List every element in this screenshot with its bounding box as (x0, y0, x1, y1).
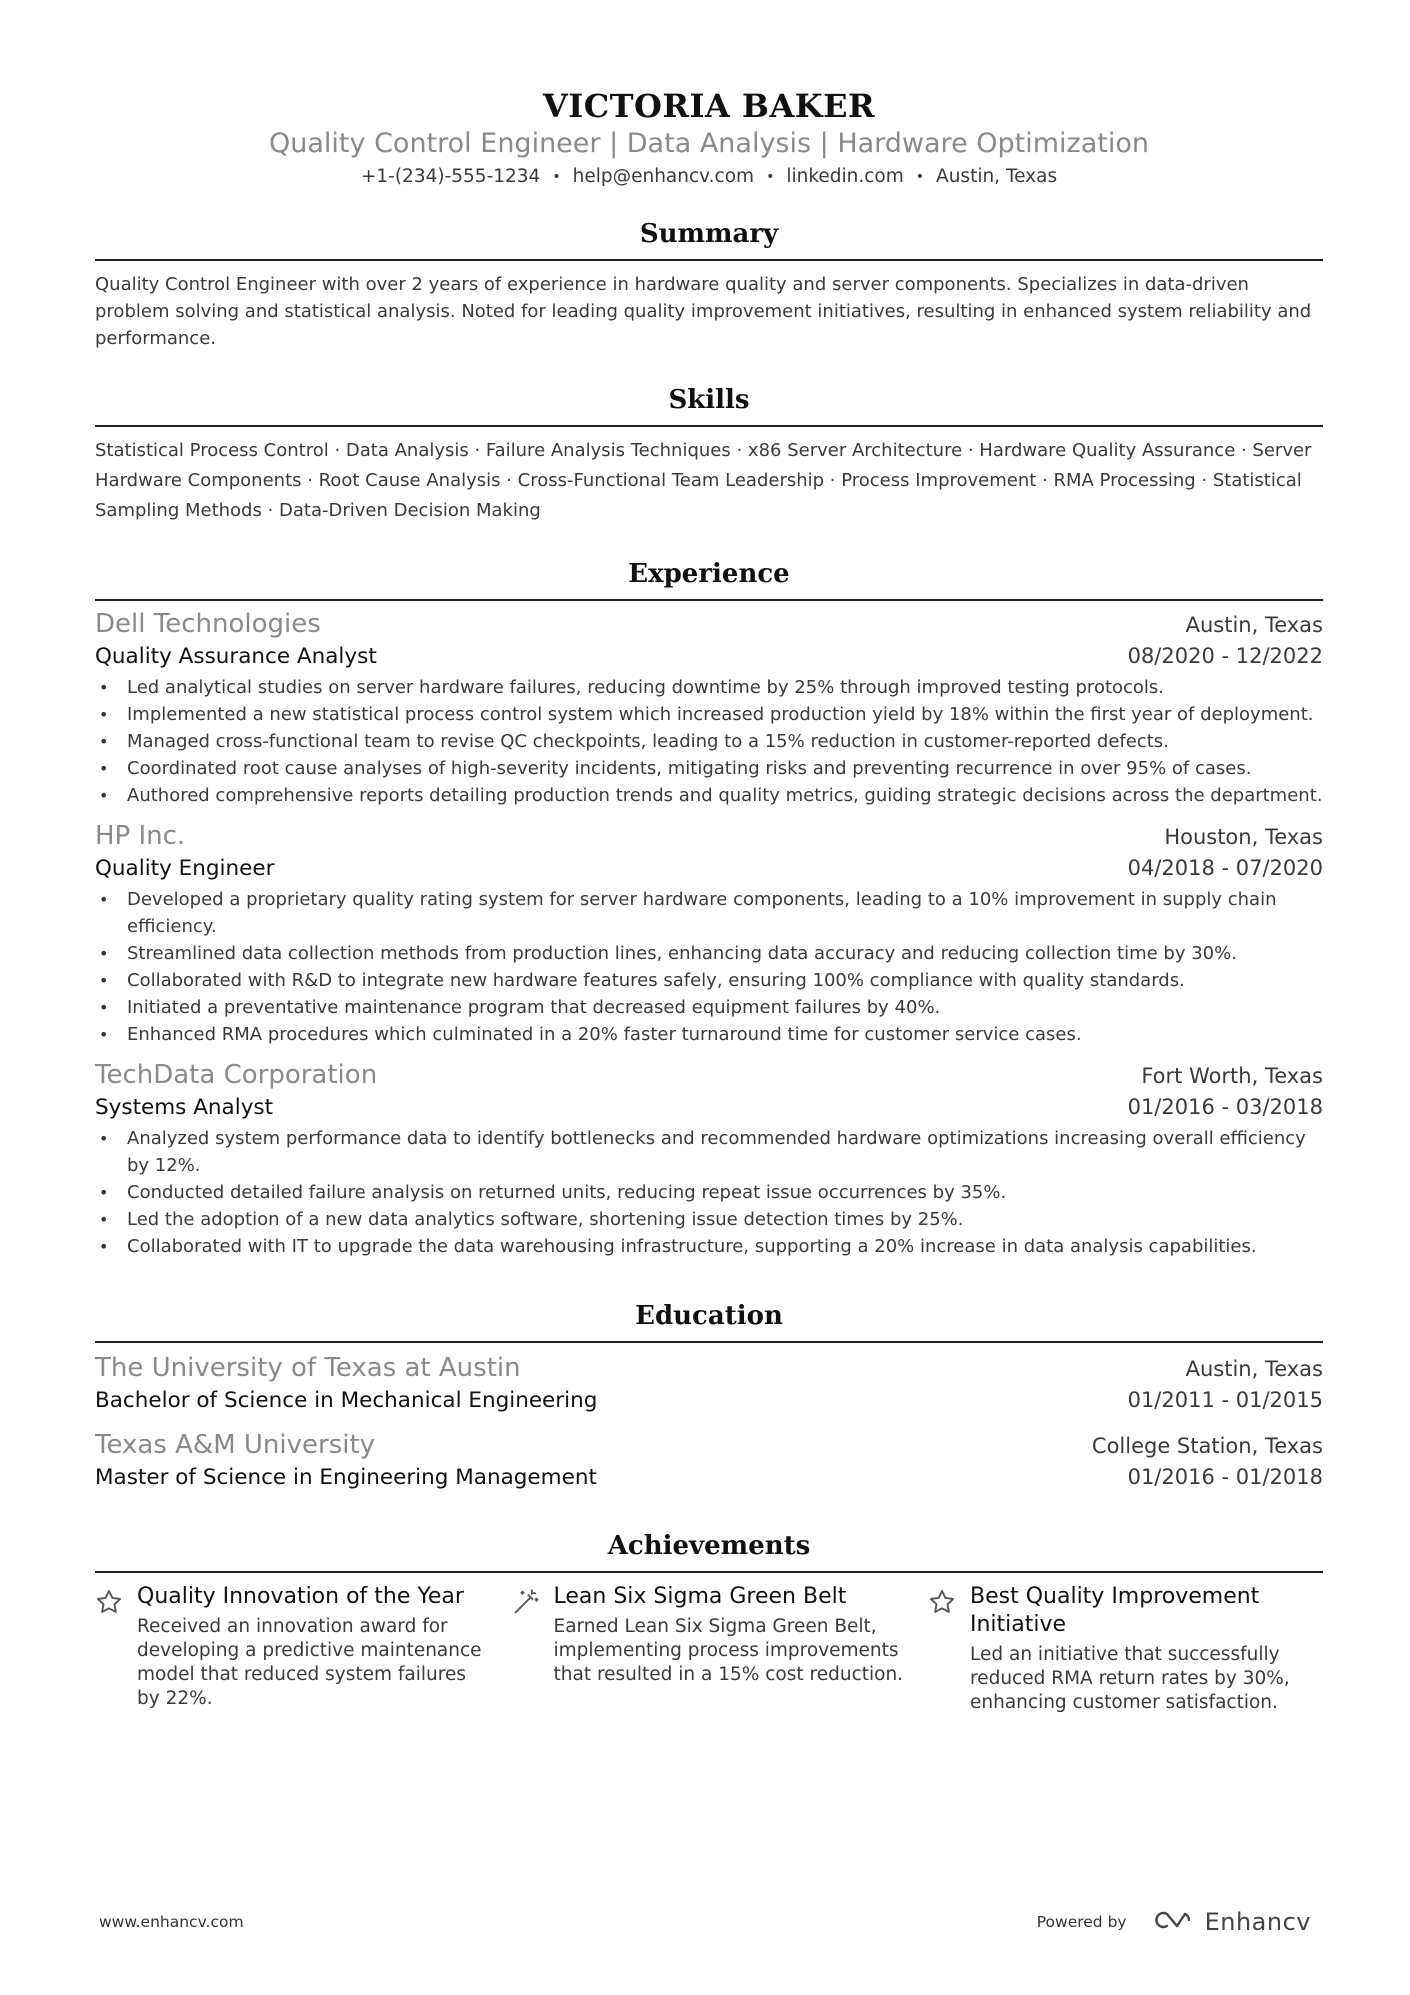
experience-section (95, 557, 1323, 1260)
company-name: TechData Corporation (95, 1060, 378, 1090)
achievement-item (512, 1583, 907, 1715)
star-icon (928, 1583, 970, 1715)
contact-phone: +1-(234)-555-1234 (360, 166, 541, 187)
summary-section (95, 217, 1323, 352)
job-bullets (95, 1125, 1323, 1260)
education-dates: 01/2016 - 01/2018 (1127, 1465, 1323, 1489)
job-bullets (95, 886, 1323, 1048)
degree: Bachelor of Science in Mechanical Engineering (95, 1388, 598, 1413)
job-title: Systems Analyst (95, 1095, 274, 1120)
section-divider (95, 599, 1323, 601)
magic-wand-icon (512, 1583, 554, 1715)
achievements-grid (95, 1583, 1323, 1715)
school-name: The University of Texas at Austin (95, 1353, 521, 1383)
bullet-item: • Managed cross-functional team to revise QC checkpoints, leading to a 15% reduction in customer-reported defects. (95, 728, 1323, 755)
achievement-item (95, 1583, 490, 1715)
bullet-item: • Implemented a new statistical process control system which increased production yield by 18% within the first year of deployment. (95, 701, 1323, 728)
school-location: College Station, Texas (1091, 1434, 1323, 1458)
achievement-description: Earned Lean Six Sigma Green Belt, implementing process improvements that resulted in a 15% cost reduction. (553, 1616, 904, 1685)
footer-site-link[interactable]: www.enhancv.com (99, 1913, 244, 1931)
education-section (95, 1299, 1323, 1493)
contact-email[interactable]: help@enhancv.com (572, 166, 755, 187)
brand-name[interactable]: Enhancv (1204, 1908, 1311, 1936)
experience-entry (95, 607, 1323, 809)
section-title-skills: Skills (668, 385, 750, 415)
section-title-summary: Summary (639, 219, 779, 249)
achievement-description: Received an innovation award for developing a predictive maintenance model that reduced system failures by 22%. (137, 1616, 482, 1709)
job-location: Austin, Texas (1185, 613, 1323, 637)
contact-linkedin[interactable]: linkedin.com (786, 166, 904, 187)
school-name: Texas A&M University (95, 1430, 376, 1460)
experience-entry (95, 819, 1323, 1048)
job-title: Quality Engineer (95, 856, 275, 881)
bullet-item: • Collaborated with R&D to integrate new hardware features safely, ensuring 100% compliance with quality standards. (95, 967, 1323, 994)
company-name: HP Inc. (95, 821, 186, 851)
bullet-item: • Enhanced RMA procedures which culminated in a 20% faster turnaround time for customer service cases. (95, 1021, 1323, 1048)
star-icon (95, 1583, 137, 1715)
achievement-item (928, 1583, 1323, 1715)
section-title-experience: Experience (628, 559, 790, 589)
powered-by (1037, 1908, 1311, 1936)
achievement-description: Led an initiative that successfully reduced RMA return rates by 30%, enhancing customer satisfaction. (970, 1644, 1290, 1713)
company-name: Dell Technologies (95, 609, 321, 639)
enhancv-logo-icon (1151, 1908, 1197, 1936)
skills-text: Statistical Process Control · Data Analysis · Failure Analysis Techniques · x86 Server Architecture · Hardware Quality Assurance · Server Hardware Components · Root Cause Analysis · Cross-Functional Team Leadership · Process Improvement · RMA Processing · Statistical Sampling Methods · Data-Driven Decision Making (95, 440, 1312, 521)
school-location: Austin, Texas (1185, 1357, 1323, 1381)
achievements-section (95, 1529, 1323, 1715)
section-divider (95, 259, 1323, 261)
job-title: Quality Assurance Analyst (95, 644, 377, 669)
bullet-item: • Analyzed system performance data to identify bottlenecks and recommended hardware optimizations increasing overall efficiency by 12%. (95, 1125, 1323, 1179)
bullet-item: • Led the adoption of a new data analytics software, shortening issue detection times by 25%. (95, 1206, 1323, 1233)
education-entry (95, 1428, 1323, 1493)
section-title-achievements: Achievements (607, 1531, 811, 1561)
bullet-item: • Led analytical studies on server hardware failures, reducing downtime by 25% through improved testing protocols. (95, 674, 1323, 701)
education-entry (95, 1351, 1323, 1416)
section-divider (95, 1341, 1323, 1343)
education-dates: 01/2011 - 01/2015 (1127, 1388, 1323, 1412)
job-location: Houston, Texas (1164, 825, 1323, 849)
bullet-item: • Authored comprehensive reports detailing production trends and quality metrics, guiding strategic decisions across the department. (95, 782, 1323, 809)
bullet-item: • Developed a proprietary quality rating system for server hardware components, leading to a 10% improvement in supply chain efficiency. (95, 886, 1323, 940)
job-dates: 04/2018 - 07/2020 (1127, 856, 1323, 880)
separator-dot: • (552, 169, 561, 185)
job-location: Fort Worth, Texas (1141, 1064, 1323, 1088)
experience-entry (95, 1058, 1323, 1260)
skills-section (95, 383, 1323, 526)
job-dates: 08/2020 - 12/2022 (1127, 644, 1323, 668)
powered-by-label: Powered by (1036, 1913, 1127, 1931)
candidate-headline: Quality Control Engineer | Data Analysis | Hardware Optimization (269, 128, 1149, 159)
bullet-item: • Initiated a preventative maintenance program that decreased equipment failures by 40%. (95, 994, 1323, 1021)
bullet-item: • Coordinated root cause analyses of high-severity incidents, mitigating risks and preventing recurrence in over 95% of cases. (95, 755, 1323, 782)
candidate-name: VICTORIA BAKER (542, 87, 876, 125)
section-title-education: Education (635, 1301, 783, 1331)
achievement-title: Lean Six Sigma Green Belt (553, 1584, 847, 1609)
summary-text: Quality Control Engineer with over 2 years of experience in hardware quality and server components. Specializes in data-driven problem solving and statistical analysis. Noted for leading quality improvement initiatives, resulting in enhanced system reliability and performance. (95, 274, 1312, 349)
section-divider (95, 1571, 1323, 1573)
contact-line (95, 164, 1323, 190)
achievement-title: Best Quality Improvement Initiative (970, 1584, 1260, 1637)
separator-dot: • (915, 169, 925, 185)
bullet-item: • Collaborated with IT to upgrade the data warehousing infrastructure, supporting a 20% increase in data analysis capabilities. (95, 1233, 1323, 1260)
resume-header (95, 0, 1323, 190)
achievement-title: Quality Innovation of the Year (137, 1584, 464, 1609)
degree: Master of Science in Engineering Management (95, 1465, 597, 1490)
resume-page (95, 0, 1323, 1715)
section-divider (95, 425, 1323, 427)
job-bullets (95, 674, 1323, 809)
page-footer (99, 1908, 1311, 1936)
job-dates: 01/2016 - 03/2018 (1127, 1095, 1323, 1119)
contact-location: Austin, Texas (936, 166, 1058, 187)
bullet-item: • Conducted detailed failure analysis on returned units, reducing repeat issue occurrences by 35%. (95, 1179, 1323, 1206)
separator-dot: • (766, 169, 775, 185)
bullet-item: • Streamlined data collection methods from production lines, enhancing data accuracy and reducing collection time by 30%. (95, 940, 1323, 967)
